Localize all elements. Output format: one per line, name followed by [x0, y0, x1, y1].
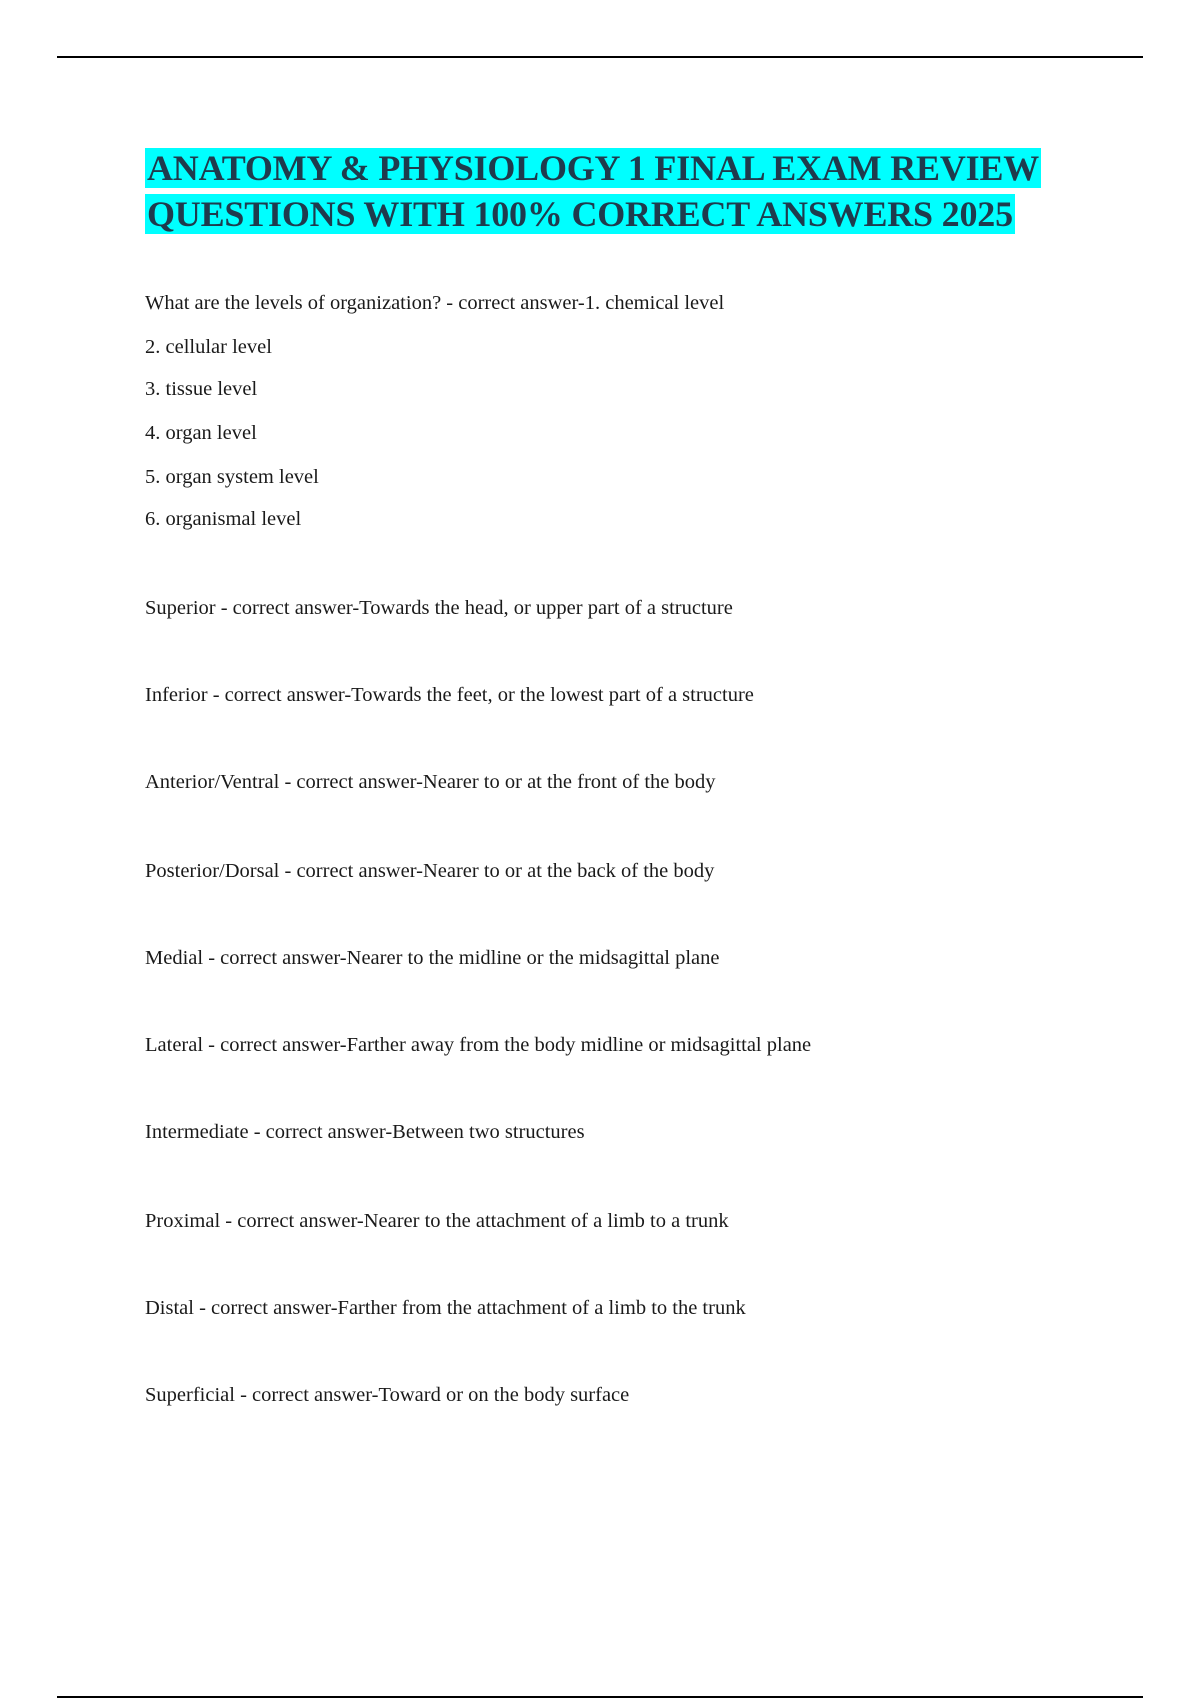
level-item: 2. cellular level — [145, 336, 272, 358]
title-line-2: QUESTIONS WITH 100% CORRECT ANSWERS 2025 — [147, 194, 1013, 234]
qa-entry-intermediate: Intermediate - correct answer-Between two structures — [145, 1121, 585, 1143]
qa-entry-anterior: Anterior/Ventral - correct answer-Nearer to or at the front of the body — [145, 771, 716, 793]
qa-entry-inferior: Inferior - correct answer-Towards the feet, or the lowest part of a structure — [145, 684, 754, 706]
qa-entry-superior: Superior - correct answer-Towards the head, or upper part of a structure — [145, 597, 733, 619]
title-line-1: ANATOMY & PHYSIOLOGY 1 FINAL EXAM REVIEW — [147, 148, 1040, 188]
document-title — [145, 145, 1145, 237]
bottom-divider — [57, 1696, 1143, 1698]
qa-entry-distal: Distal - correct answer-Farther from the attachment of a limb to the trunk — [145, 1297, 746, 1319]
level-item: 3. tissue level — [145, 378, 258, 400]
qa-entry-proximal: Proximal - correct answer-Nearer to the attachment of a limb to a trunk — [145, 1210, 729, 1232]
level-item: 6. organismal level — [145, 508, 302, 530]
level-item: 5. organ system level — [145, 466, 319, 488]
levels-question: What are the levels of organization? - correct answer-1. chemical level — [145, 292, 725, 314]
qa-entry-lateral: Lateral - correct answer-Farther away from the body midline or midsagittal plane — [145, 1034, 812, 1056]
qa-entry-posterior: Posterior/Dorsal - correct answer-Nearer to or at the back of the body — [145, 860, 715, 882]
level-item: 4. organ level — [145, 422, 257, 444]
qa-entry-superficial: Superficial - correct answer-Toward or on the body surface — [145, 1384, 630, 1406]
qa-entry-medial: Medial - correct answer-Nearer to the midline or the midsagittal plane — [145, 947, 720, 969]
top-divider — [57, 56, 1143, 58]
